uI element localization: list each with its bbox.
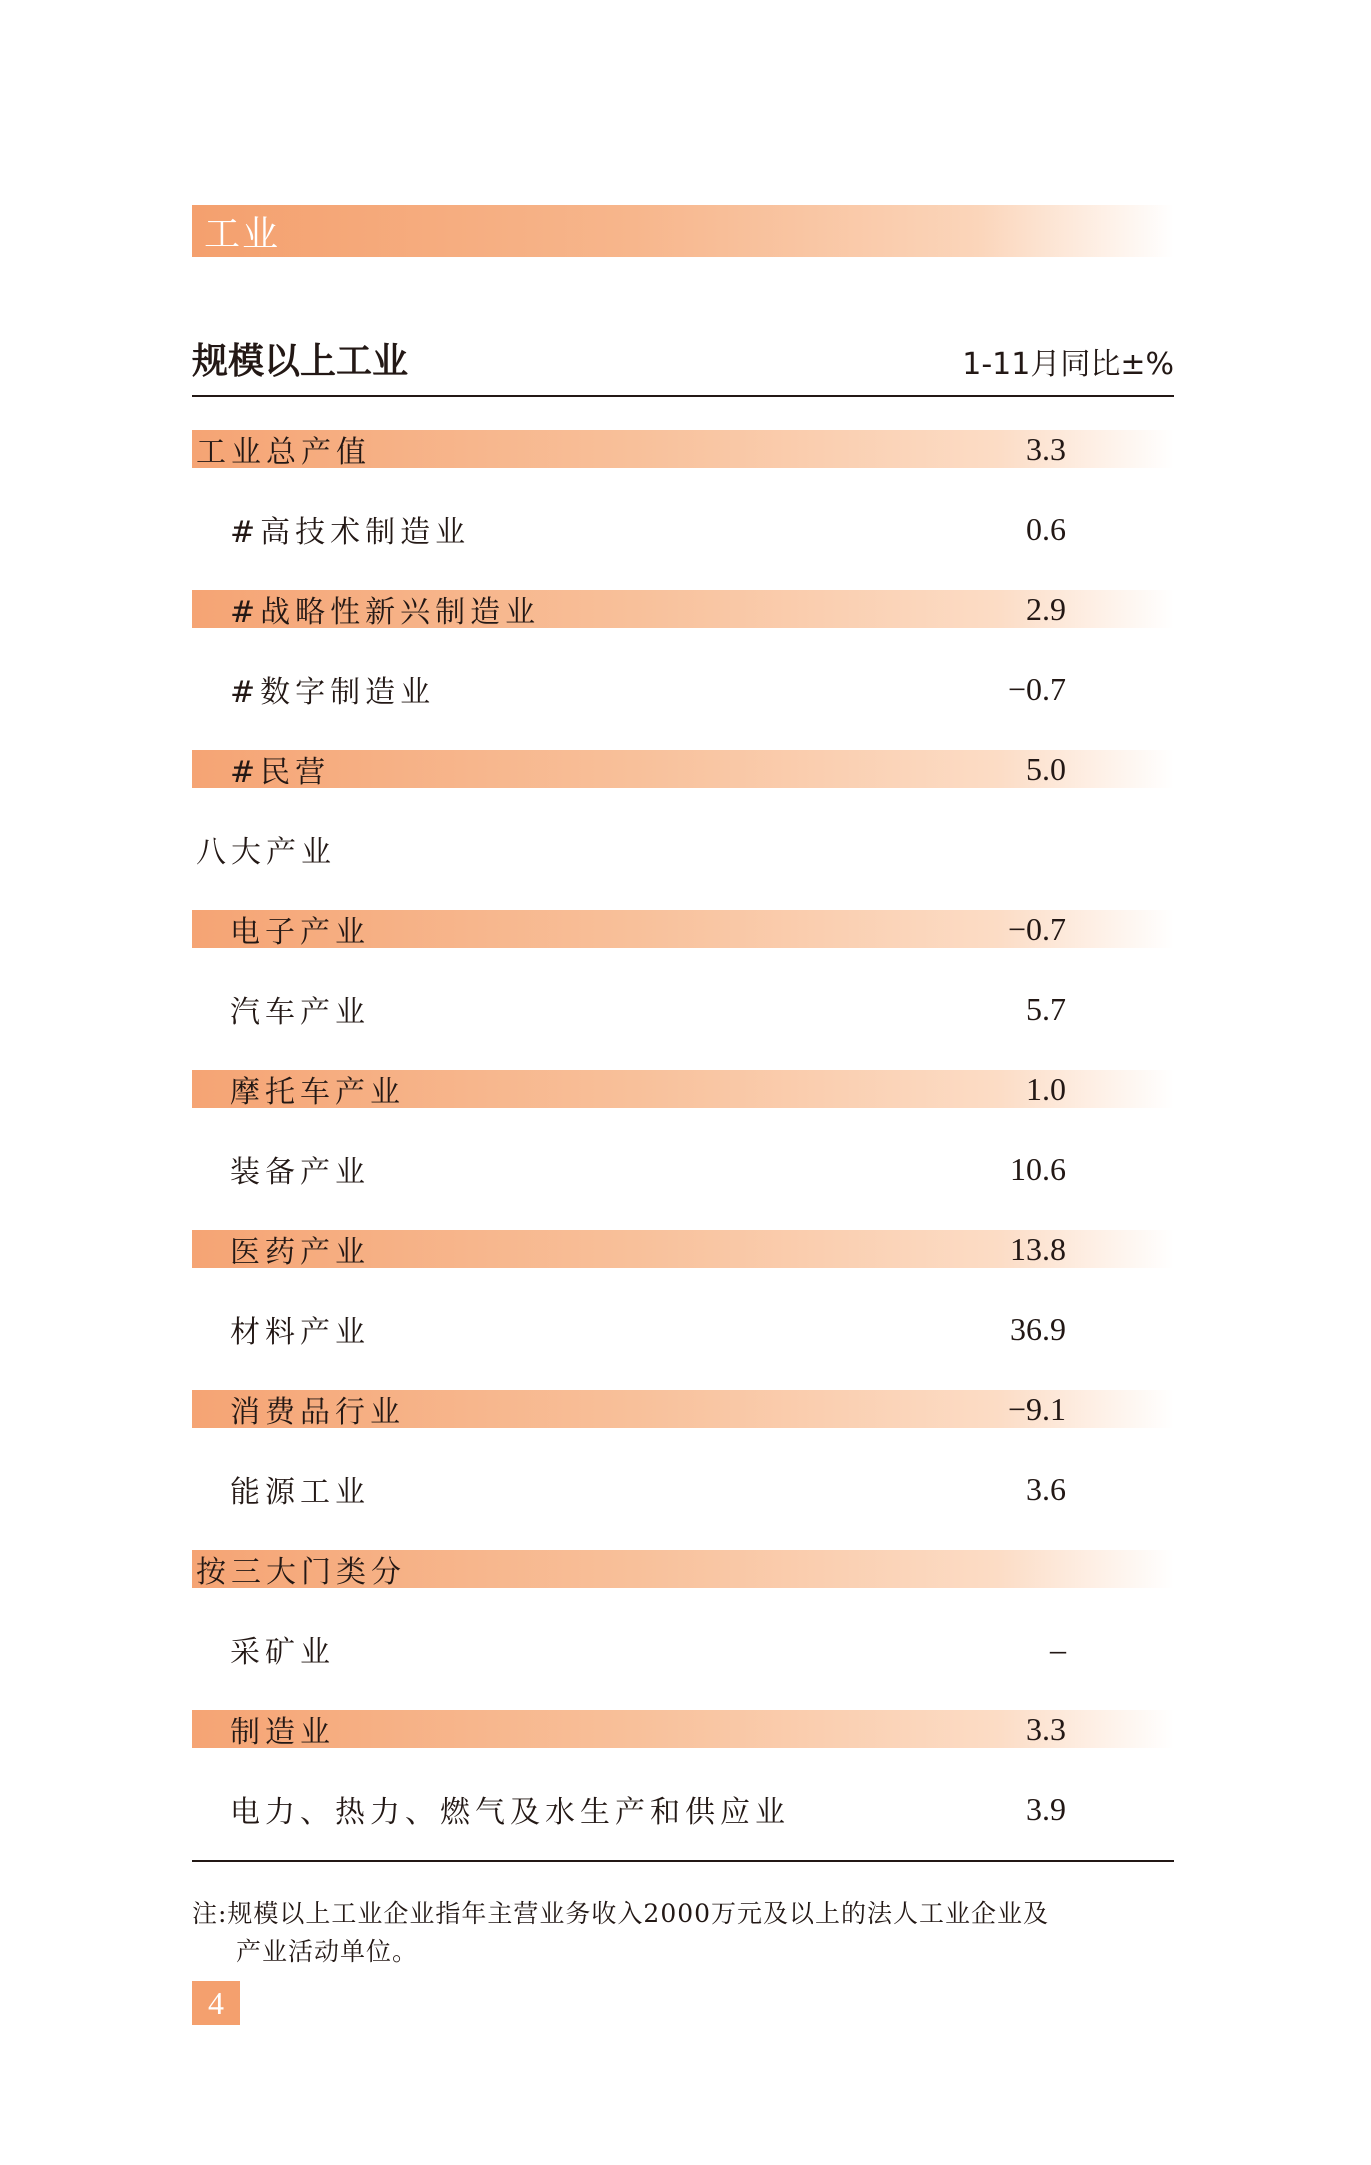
row-value: 3.9 bbox=[1026, 1790, 1066, 1827]
section-title: 工业 bbox=[204, 213, 281, 255]
table-row bbox=[192, 1710, 1174, 1748]
row-value: – bbox=[1050, 1630, 1066, 1667]
row-label: #民营 bbox=[230, 755, 331, 790]
table-row bbox=[192, 430, 1174, 468]
page-number: 4 bbox=[192, 1981, 240, 2025]
row-label: 汽车产业 bbox=[230, 995, 370, 1030]
table-row bbox=[192, 670, 1174, 708]
row-label: 制造业 bbox=[230, 1715, 335, 1750]
row-value: 13.8 bbox=[1010, 1230, 1066, 1267]
row-value: 1.0 bbox=[1026, 1070, 1066, 1107]
row-label: 材料产业 bbox=[230, 1315, 370, 1350]
row-value: 5.7 bbox=[1026, 990, 1066, 1027]
row-label: 采矿业 bbox=[230, 1635, 335, 1670]
table-row bbox=[192, 1230, 1174, 1268]
row-label: 能源工业 bbox=[230, 1475, 370, 1510]
row-label: #高技术制造业 bbox=[230, 515, 471, 550]
table-row bbox=[192, 750, 1174, 788]
row-value: 36.9 bbox=[1010, 1310, 1066, 1347]
row-value: −0.7 bbox=[1007, 910, 1066, 947]
table-row bbox=[192, 1310, 1174, 1348]
row-label: 按三大门类分 bbox=[196, 1555, 406, 1590]
table-row bbox=[192, 1150, 1174, 1188]
row-label: 八大产业 bbox=[196, 835, 336, 870]
table-row bbox=[192, 830, 1174, 868]
section-banner bbox=[192, 205, 1174, 257]
row-value: −9.1 bbox=[1007, 1390, 1066, 1427]
table-row bbox=[192, 990, 1174, 1028]
row-label: 摩托车产业 bbox=[230, 1075, 405, 1110]
footnote-line-2: 产业活动单位。 bbox=[236, 1937, 419, 1966]
row-value: 2.9 bbox=[1026, 590, 1066, 627]
row-value: −0.7 bbox=[1007, 670, 1066, 707]
table-row bbox=[192, 1630, 1174, 1668]
table-header bbox=[192, 325, 1174, 397]
table-title: 规模以上工业 bbox=[192, 341, 409, 382]
table-unit: 1-11月同比±% bbox=[962, 347, 1174, 382]
table-bottom-rule bbox=[192, 1860, 1174, 1862]
row-value: 3.3 bbox=[1026, 1710, 1066, 1747]
table-row bbox=[192, 1070, 1174, 1108]
row-label: #战略性新兴制造业 bbox=[230, 595, 541, 630]
row-label: 工业总产值 bbox=[196, 435, 371, 470]
row-label: #数字制造业 bbox=[230, 675, 436, 710]
row-value: 10.6 bbox=[1010, 1150, 1066, 1187]
table-row bbox=[192, 1390, 1174, 1428]
row-value: 0.6 bbox=[1026, 510, 1066, 547]
table-row bbox=[192, 910, 1174, 948]
table-row bbox=[192, 1470, 1174, 1508]
row-label: 消费品行业 bbox=[230, 1395, 405, 1430]
table-row bbox=[192, 590, 1174, 628]
footnote bbox=[192, 1895, 1174, 1971]
row-value: 3.6 bbox=[1026, 1470, 1066, 1507]
statistics-table bbox=[192, 430, 1174, 1870]
row-label: 电子产业 bbox=[230, 915, 370, 950]
row-value: 3.3 bbox=[1026, 430, 1066, 467]
table-row bbox=[192, 1550, 1174, 1588]
row-label: 医药产业 bbox=[230, 1235, 370, 1270]
row-label: 装备产业 bbox=[230, 1155, 370, 1190]
table-row bbox=[192, 1790, 1174, 1828]
table-row bbox=[192, 510, 1174, 548]
row-label: 电力、热力、燃气及水生产和供应业 bbox=[230, 1795, 790, 1830]
footnote-line-1: 注:规模以上工业企业指年主营业务收入2000万元及以上的法人工业企业及 bbox=[192, 1899, 1050, 1928]
row-value: 5.0 bbox=[1026, 750, 1066, 787]
